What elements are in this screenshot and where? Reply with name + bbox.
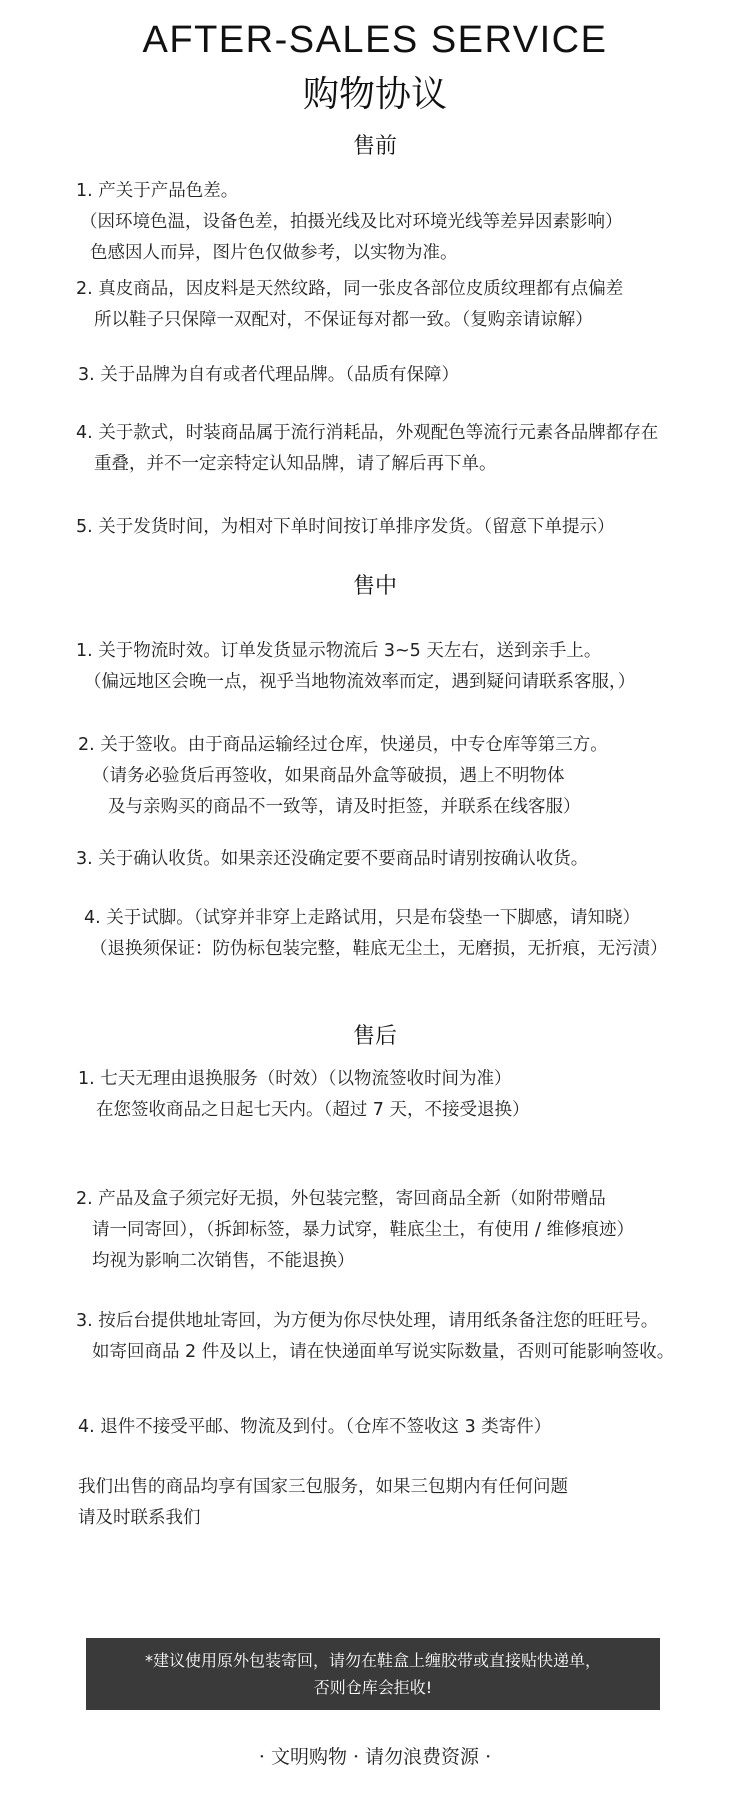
after-sale-item-3-line-2: 如寄回商品 2 件及以上，请在快递面单写说实际数量，否则可能影响签收。 [92, 1342, 675, 1362]
pre-sale-item-4-line-2: 重叠，并不一定亲特定认知品牌，请了解后再下单。 [94, 454, 497, 474]
mid-sale-item-2-line-2: （请务必验货后再签收，如果商品外盒等破损，遇上不明物体 [92, 766, 565, 786]
mid-sale-item-1 [76, 636, 635, 698]
after-sale-item-1 [78, 1064, 530, 1126]
mid-sale-item-1-line-2: （偏远地区会晚一点，视乎当地物流效率而定，遇到疑问请联系客服，） [84, 672, 636, 692]
page-header [0, 14, 750, 122]
section-heading-pre-sale: 售前 [352, 134, 397, 159]
after-sale-item-4 [78, 1412, 551, 1443]
after-sale-item-3 [76, 1306, 674, 1368]
packaging-notice-banner [86, 1638, 660, 1710]
closing-line-2: 请及时联系我们 [78, 1508, 201, 1528]
after-sale-item-1-line-2: 在您签收商品之日起七天内。（超过 7 天，不接受退换） [96, 1100, 530, 1120]
after-sale-item-1-line-1: 1. 七天无理由退换服务（时效）（以物流签收时间为准） [78, 1069, 512, 1089]
closing-line-1: 我们出售的商品均享有国家三包服务，如果三包期内有任何问题 [78, 1477, 568, 1497]
section-heading-mid-sale: 售中 [352, 574, 397, 599]
pre-sale-item-1-line-2: （因环境色温，设备色差，拍摄光线及比对环境光线等差异因素影响） [80, 212, 623, 232]
pre-sale-item-1-line-3: 色感因人而异，图片色仅做参考，以实物为准。 [90, 243, 458, 263]
pre-sale-item-2-line-1: 2. 真皮商品，因皮料是天然纹路，同一张皮各部位皮质纹理都有点偏差 [76, 279, 624, 299]
mid-sale-item-3 [76, 844, 588, 875]
pre-sale-item-5-line-1: 5. 关于发货时间，为相对下单时间按订单排序发货。（留意下单提示） [76, 517, 615, 537]
notice-line-2: 否则仓库会拒收! [313, 1678, 433, 1697]
closing-statement [78, 1472, 568, 1534]
mid-sale-item-2 [78, 730, 608, 823]
mid-sale-item-2-line-3: 及与亲购买的商品不一致等，请及时拒签，并联系在线客服） [108, 797, 581, 817]
mid-sale-item-2-line-1: 2. 关于签收。由于商品运输经过仓库，快递员，中专仓库等第三方。 [78, 735, 608, 755]
after-sale-item-3-line-1: 3. 按后台提供地址寄回，为方便为你尽快处理，请用纸条备注您的旺旺号。 [76, 1311, 659, 1331]
pre-sale-item-3 [78, 360, 459, 391]
pre-sale-item-3-line-1: 3. 关于品牌为自有或者代理品牌。（品质有保障） [78, 365, 460, 385]
mid-sale-item-4-line-1: 4. 关于试脚。（试穿并非穿上走路试用，只是布袋垫一下脚感，请知晓） [84, 908, 641, 928]
pre-sale-item-2-line-2: 所以鞋子只保障一双配对，不保证每对都一致。（复购亲请谅解） [94, 310, 593, 330]
mid-sale-item-4 [84, 903, 668, 965]
after-sale-item-2-line-1: 2. 产品及盒子须完好无损，外包装完整，寄回商品全新（如附带赠品 [76, 1189, 606, 1209]
title-english: AFTER-SALES SERVICE [142, 19, 608, 61]
section-heading-after-sale: 售后 [352, 1024, 397, 1049]
after-sale-item-2 [76, 1184, 634, 1277]
footer-slogan: · 文明购物 · 请勿浪费资源 · [258, 1746, 492, 1768]
title-chinese: 购物协议 [302, 74, 447, 115]
notice-line-1: *建议使用原外包装寄回，请勿在鞋盒上缠胶带或直接贴快递单， [144, 1651, 601, 1670]
pre-sale-item-5 [76, 512, 615, 543]
after-sale-item-2-line-2: 请一同寄回），（拆卸标签，暴力试穿，鞋底尘土，有使用 / 维修痕迹） [92, 1220, 635, 1240]
pre-sale-item-2 [76, 274, 623, 336]
pre-sale-item-1 [76, 176, 623, 269]
mid-sale-item-4-line-2: （退换须保证：防伪标包装完整，鞋底无尘土，无磨损，无折痕，无污渍） [90, 939, 668, 959]
pre-sale-item-1-line-1: 1. 产关于产品色差。 [76, 181, 239, 201]
pre-sale-item-4 [76, 418, 658, 480]
pre-sale-item-4-line-1: 4. 关于款式，时装商品属于流行消耗品，外观配色等流行元素各品牌都存在 [76, 423, 659, 443]
mid-sale-item-1-line-1: 1. 关于物流时效。订单发货显示物流后 3~5 天左右，送到亲手上。 [76, 641, 602, 661]
after-sale-item-2-line-3: 均视为影响二次销售，不能退换） [92, 1251, 355, 1271]
mid-sale-item-3-line-1: 3. 关于确认收货。如果亲还没确定要不要商品时请别按确认收货。 [76, 849, 589, 869]
after-sale-item-4-line-1: 4. 退件不接受平邮、物流及到付。（仓库不签收这 3 类寄件） [78, 1417, 552, 1437]
